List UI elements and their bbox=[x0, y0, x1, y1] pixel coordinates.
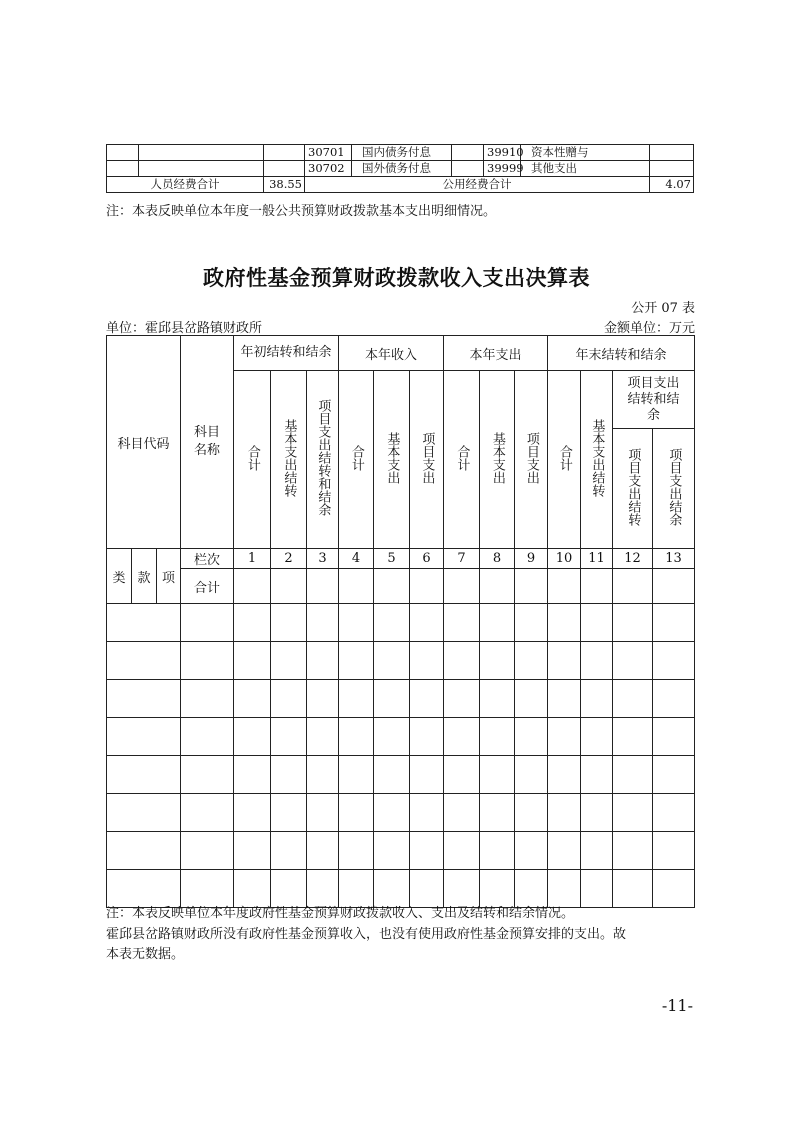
subject-code-header: 科目代码 bbox=[107, 336, 181, 549]
econ-code: 39910 bbox=[484, 145, 521, 161]
basic-expense-detail-table bbox=[106, 144, 694, 193]
fund-budget-table bbox=[106, 335, 695, 908]
col-expense-total: 合计 bbox=[444, 371, 480, 549]
table-row bbox=[107, 870, 695, 908]
econ-name: 国外债务付息 bbox=[352, 161, 452, 177]
opening-balance-header: 年初结转和结余 bbox=[234, 336, 339, 371]
table-row bbox=[107, 145, 694, 161]
unit-label: 单位：霍邱县岔路镇财政所 bbox=[106, 321, 263, 336]
kuan-label: 款 bbox=[132, 549, 157, 603]
table-row bbox=[107, 161, 694, 177]
table-note-explanation-cont: 本表无数据。 bbox=[106, 947, 185, 962]
table-row bbox=[107, 794, 695, 832]
table-note-explanation: 霍邱县岔路镇财政所没有政府性基金预算收入，也没有使用政府性基金预算安排的支出。故 bbox=[106, 927, 627, 942]
table-row bbox=[107, 642, 695, 680]
col-income-total: 合计 bbox=[339, 371, 374, 549]
totals-row bbox=[107, 177, 694, 193]
page-number: -11- bbox=[661, 996, 693, 1015]
col-expense-basic: 基本支出 bbox=[480, 371, 515, 549]
econ-code: 30702 bbox=[305, 161, 352, 177]
table-row bbox=[107, 718, 695, 756]
category-cells bbox=[107, 549, 181, 604]
econ-code: 30701 bbox=[305, 145, 352, 161]
econ-name: 国内债务付息 bbox=[352, 145, 452, 161]
public-total-value: 4.07 bbox=[650, 177, 694, 193]
col-expense-project: 项目支出 bbox=[515, 371, 548, 549]
table-row bbox=[107, 604, 695, 642]
col-closing-basic: 基本支出结转 bbox=[581, 371, 613, 549]
total-row bbox=[107, 569, 695, 604]
expense-header: 本年支出 bbox=[444, 336, 548, 371]
page-title: 政府性基金预算财政拨款收入支出决算表 bbox=[203, 266, 590, 290]
col-opening-total: 合计 bbox=[234, 371, 271, 549]
col-opening-basic: 基本支出结转 bbox=[271, 371, 307, 549]
closing-balance-header: 年末结转和结余 bbox=[548, 336, 695, 371]
top-table-note: 注：本表反映单位本年度一般公共预算财政拨款基本支出明细情况。 bbox=[106, 204, 497, 219]
table-note: 注：本表反映单位本年度政府性基金预算财政拨款收入、支出及结转和结余情况。 bbox=[106, 906, 575, 921]
econ-name: 资本性赠与 bbox=[521, 145, 650, 161]
public-total-label: 公用经费合计 bbox=[305, 177, 650, 193]
col-income-project: 项目支出 bbox=[410, 371, 444, 549]
subject-name-header: 科目名称 bbox=[181, 336, 234, 549]
col-opening-project: 项目支出结转和结余 bbox=[307, 371, 339, 549]
lanci-label: 栏次 bbox=[181, 549, 234, 569]
personnel-total-value: 38.55 bbox=[264, 177, 305, 193]
xiang-label: 项 bbox=[161, 570, 175, 586]
income-header: 本年收入 bbox=[339, 336, 444, 371]
table-row bbox=[107, 756, 695, 794]
col-income-basic: 基本支出 bbox=[374, 371, 410, 549]
personnel-total-label: 人员经费合计 bbox=[107, 177, 264, 193]
table-row bbox=[107, 680, 695, 718]
table-row bbox=[107, 832, 695, 870]
econ-name: 其他支出 bbox=[521, 161, 650, 177]
lei-label: 类 bbox=[107, 549, 132, 603]
col-closing-project-balance: 项目支出结余 bbox=[653, 429, 695, 549]
amount-unit-label: 金额单位：万元 bbox=[603, 321, 695, 336]
col-closing-project-carry: 项目支出结转 bbox=[613, 429, 653, 549]
form-number: 公开 07 表 bbox=[631, 301, 695, 316]
col-closing-total: 合计 bbox=[548, 371, 581, 549]
total-row-label: 合计 bbox=[181, 569, 234, 604]
closing-project-subheader: 项目支出结转和结余 bbox=[613, 371, 695, 429]
econ-code: 39999 bbox=[484, 161, 521, 177]
lanci-row: 类 款 项 栏次 1 2 3 4 5 6 7 8 9 10 11 12 13 bbox=[107, 549, 695, 569]
